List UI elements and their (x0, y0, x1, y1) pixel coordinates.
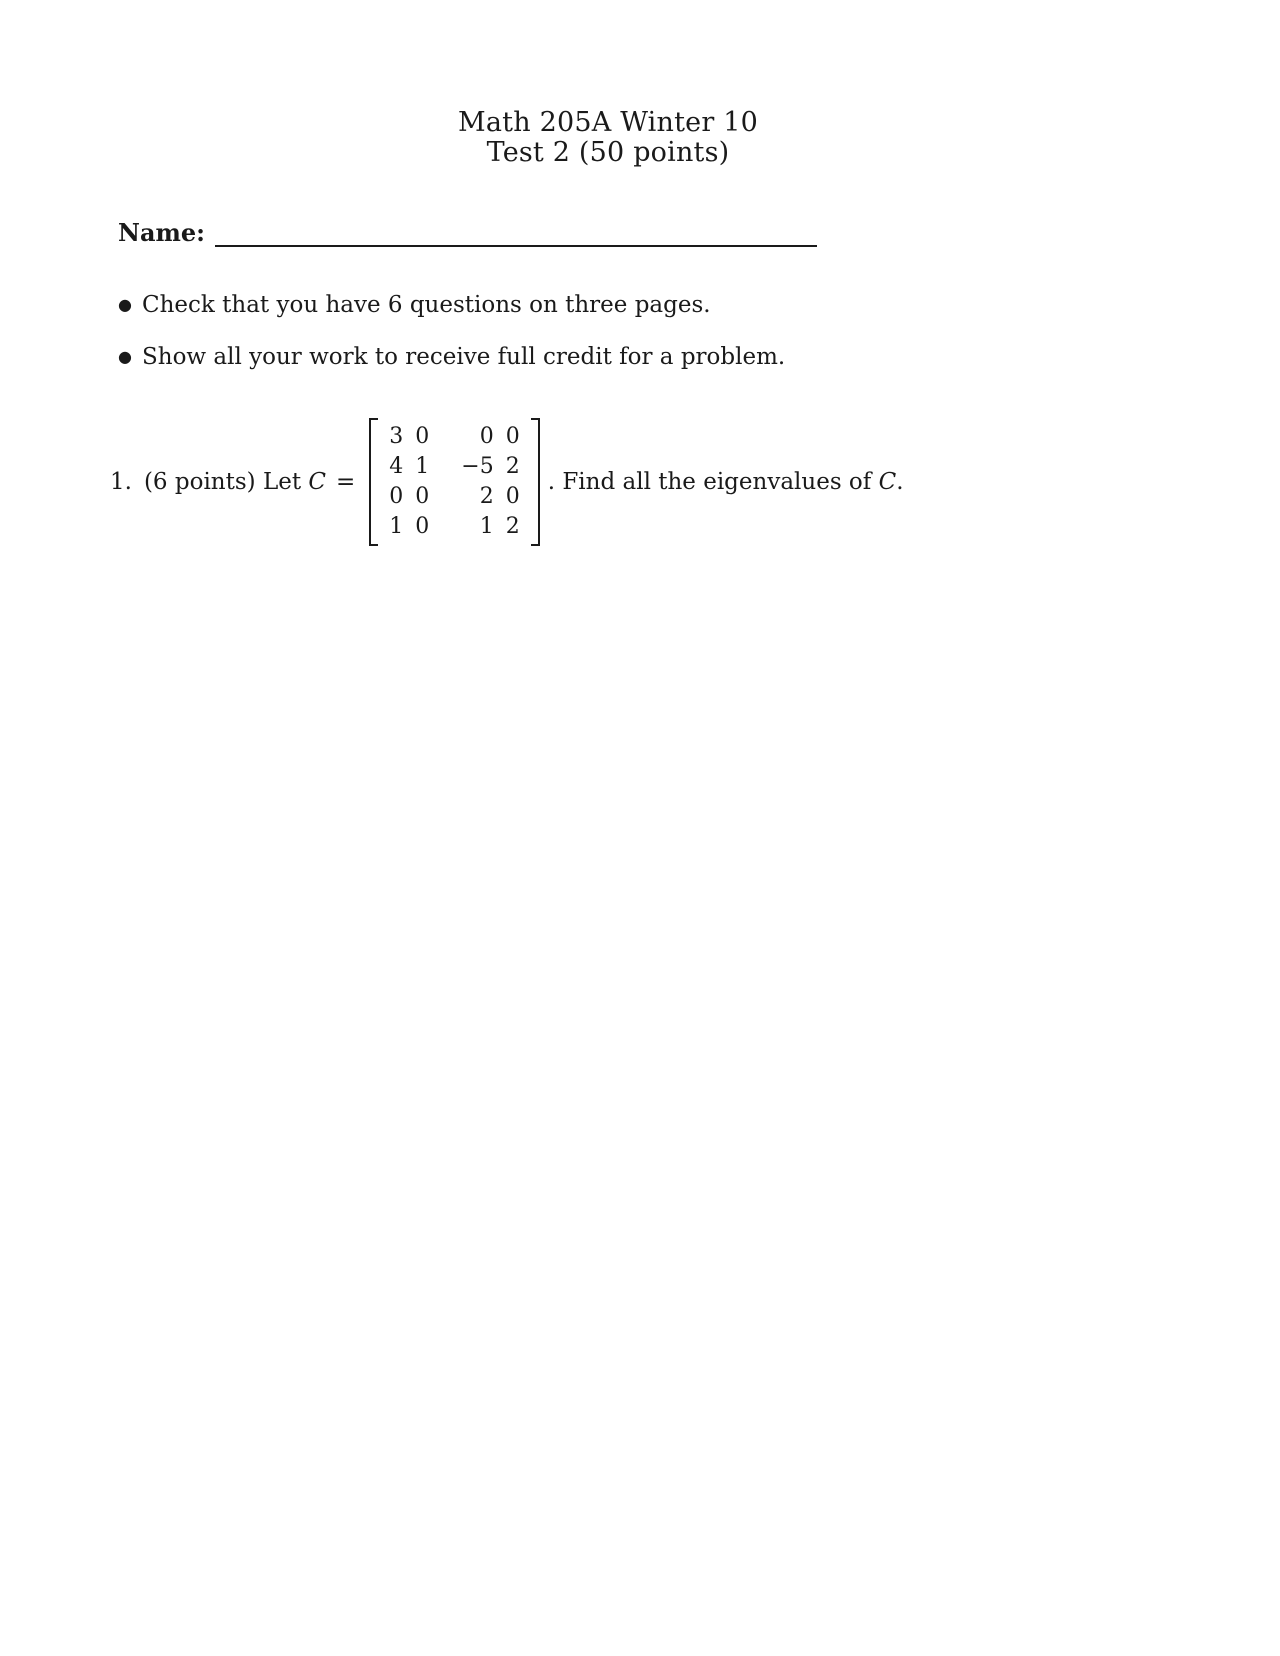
matrix-row (383, 452, 525, 482)
matrix-cell: 2 (505, 514, 520, 539)
matrix-row (383, 482, 525, 512)
matrix-cell: 1 (415, 454, 430, 479)
name-label: Name: (118, 218, 206, 247)
name-blank-line[interactable] (215, 223, 817, 247)
instructions-list (118, 292, 785, 396)
matrix-cell: 2 (505, 454, 520, 479)
test-title: Test 2 (50 points) (486, 137, 730, 168)
instruction-text: Show all your work to receive full credit for a problem. (142, 344, 786, 370)
question-text: . Find all the eigenvalues of (547, 469, 872, 495)
instruction-text: Check that you have 6 questions on three pages. (142, 292, 711, 318)
question-number: 1. (110, 469, 132, 495)
test-header (0, 108, 1216, 168)
question-1 (110, 420, 904, 544)
matrix-variable: C (308, 469, 326, 495)
equals-sign: = (336, 469, 356, 495)
matrix-cell: 4 (389, 454, 404, 479)
question-points: (6 points) Let (143, 469, 302, 495)
matrix-cell: 2 (479, 484, 494, 509)
matrix-row (383, 422, 525, 452)
matrix-c (369, 418, 539, 546)
matrix-cell: 0 (415, 424, 430, 449)
matrix-cell: −5 (461, 454, 494, 479)
matrix-cell: 1 (389, 514, 404, 539)
matrix-cell: 0 (389, 484, 404, 509)
matrix-table (383, 422, 525, 542)
eigen-variable: C (878, 469, 897, 495)
bullet-icon: ● (118, 295, 132, 314)
instruction-item (118, 292, 785, 320)
name-field[interactable] (118, 218, 817, 247)
matrix-cell: 0 (415, 484, 430, 509)
matrix-cell: 3 (389, 424, 404, 449)
matrix-cell: 0 (505, 424, 520, 449)
bullet-icon: ● (118, 347, 132, 366)
matrix-cell: 1 (479, 514, 494, 539)
matrix-cell: 0 (415, 514, 430, 539)
matrix-row (383, 512, 525, 542)
course-title: Math 205A Winter 10 (458, 107, 758, 138)
question-end-period: . (896, 469, 904, 495)
matrix-cell: 0 (479, 424, 494, 449)
matrix-cell: 0 (505, 484, 520, 509)
instruction-item (118, 344, 785, 372)
